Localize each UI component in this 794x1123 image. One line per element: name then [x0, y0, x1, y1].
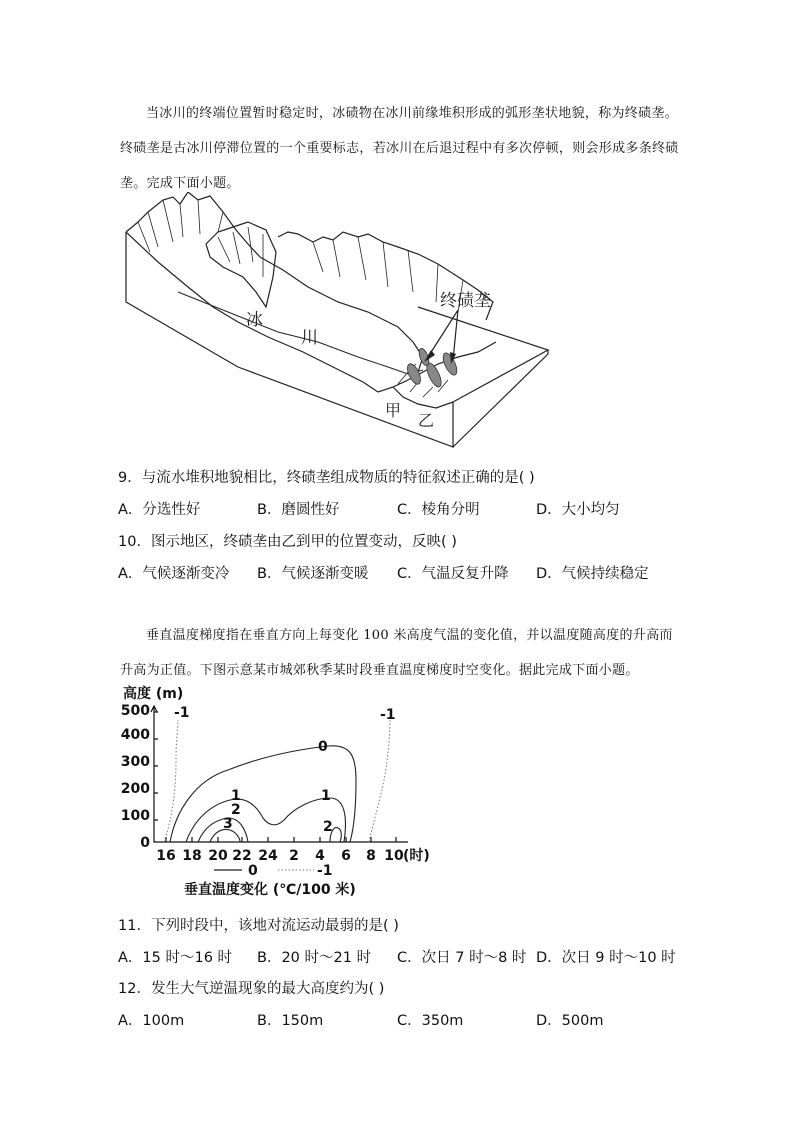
x-tick: 6 — [341, 848, 351, 864]
question-10: 10．图示地区，终碛垄由乙到甲的位置变动，反映( ) — [118, 534, 457, 550]
q12-option-b[interactable]: B．150m — [257, 1013, 324, 1029]
passage-temperature: 垂直温度梯度指在垂直方向上每变化 100 米高度气温的变化值，并以温度随高度的升高而升高为正值。下图示意某市城郊秋季某时段垂直温度梯度时空变化。据此完成下面小题。 — [120, 628, 673, 678]
contour-label-one-left: 1 — [231, 788, 241, 804]
question-11: 11．下列时段中，该地对流运动最弱的是( ) — [118, 918, 399, 934]
glacier-diagram — [118, 192, 550, 452]
q9-option-b[interactable]: B．磨圆性好 — [257, 502, 340, 518]
q11-option-b[interactable]: B．20 时～21 时 — [257, 950, 372, 966]
passage-glacier: 当冰川的终端位置暂时稳定时，冰碛物在冰川前缘堆积形成的弧形垄状地貌，称为终碛垄。终碛垄是古冰川停滞位置的一个重要标志，若冰川在后退过程中有多次停顿，则会形成多条终碛垄。完成下面小题。 — [120, 106, 679, 191]
contour-label-two-right: 2 — [323, 819, 333, 835]
x-tick: 18 — [182, 848, 202, 864]
question-9-options — [118, 498, 718, 520]
y-axis-label: 高度 (m) — [123, 686, 184, 702]
temperature-gradient-chart — [118, 680, 438, 905]
x-tick: 16 — [156, 848, 176, 864]
jia-label: 甲 — [385, 401, 402, 420]
x-tick: 22 — [232, 848, 252, 864]
x-tick: 8 — [366, 848, 376, 864]
question-10-options — [118, 562, 718, 584]
x-tick: 24 — [258, 848, 278, 864]
contour-label-three: 3 — [223, 816, 233, 832]
q10-option-a[interactable]: A．气候逐渐变冷 — [118, 566, 230, 582]
question-9: 9．与流水堆积地貌相比，终碛垄组成物质的特征叙述正确的是( ) — [118, 470, 535, 486]
legend-title: 垂直温度变化 (℃/100 米) — [184, 882, 356, 898]
q10-option-d[interactable]: D．气候持续稳定 — [536, 566, 649, 582]
x-tick: 10 — [384, 848, 404, 864]
glacier-label-2: 川 — [301, 328, 318, 348]
q10-option-c[interactable]: C．气温反复升降 — [397, 566, 509, 582]
legend-solid-label: 0 — [248, 863, 258, 879]
x-unit: (时) — [403, 848, 430, 864]
q11-option-c[interactable]: C．次日 7 时～8 时 — [397, 950, 527, 966]
contour-label-minus-left: -1 — [174, 705, 190, 721]
x-tick: 20 — [208, 848, 228, 864]
question-11-options — [118, 946, 718, 968]
x-tick: 2 — [289, 848, 299, 864]
q10-option-b[interactable]: B．气候逐渐变暖 — [257, 566, 369, 582]
q9-option-d[interactable]: D．大小均匀 — [536, 502, 620, 518]
q9-option-c[interactable]: C．棱角分明 — [397, 502, 480, 518]
y-tick: 400 — [120, 727, 150, 743]
moraine-label: 终碛垄 — [440, 291, 491, 311]
glacier-label-1: 冰 — [246, 310, 263, 330]
q12-option-c[interactable]: C．350m — [397, 1013, 464, 1029]
contour-label-zero: 0 — [318, 739, 328, 755]
q12-option-d[interactable]: D．500m — [536, 1013, 604, 1029]
yi-label: 乙 — [418, 411, 435, 430]
x-tick: 4 — [315, 848, 325, 864]
q11-option-a[interactable]: A．15 时～16 时 — [118, 950, 233, 966]
legend-dotted-label: -1 — [317, 863, 333, 879]
y-tick: 100 — [120, 808, 150, 824]
q11-option-d[interactable]: D．次日 9 时～10 时 — [536, 950, 676, 966]
y-tick: 0 — [140, 835, 150, 851]
y-tick: 200 — [120, 781, 150, 797]
contour-label-two-left: 2 — [231, 802, 241, 818]
y-tick: 300 — [120, 754, 150, 770]
y-tick: 500 — [120, 703, 150, 719]
contour-label-minus-right: -1 — [380, 707, 396, 723]
q9-option-a[interactable]: A．分选性好 — [118, 502, 201, 518]
q12-option-a[interactable]: A．100m — [118, 1013, 185, 1029]
question-12: 12．发生大气逆温现象的最大高度约为( ) — [118, 981, 385, 997]
contour-label-one-right: 1 — [321, 788, 331, 804]
question-12-options — [118, 1009, 718, 1031]
